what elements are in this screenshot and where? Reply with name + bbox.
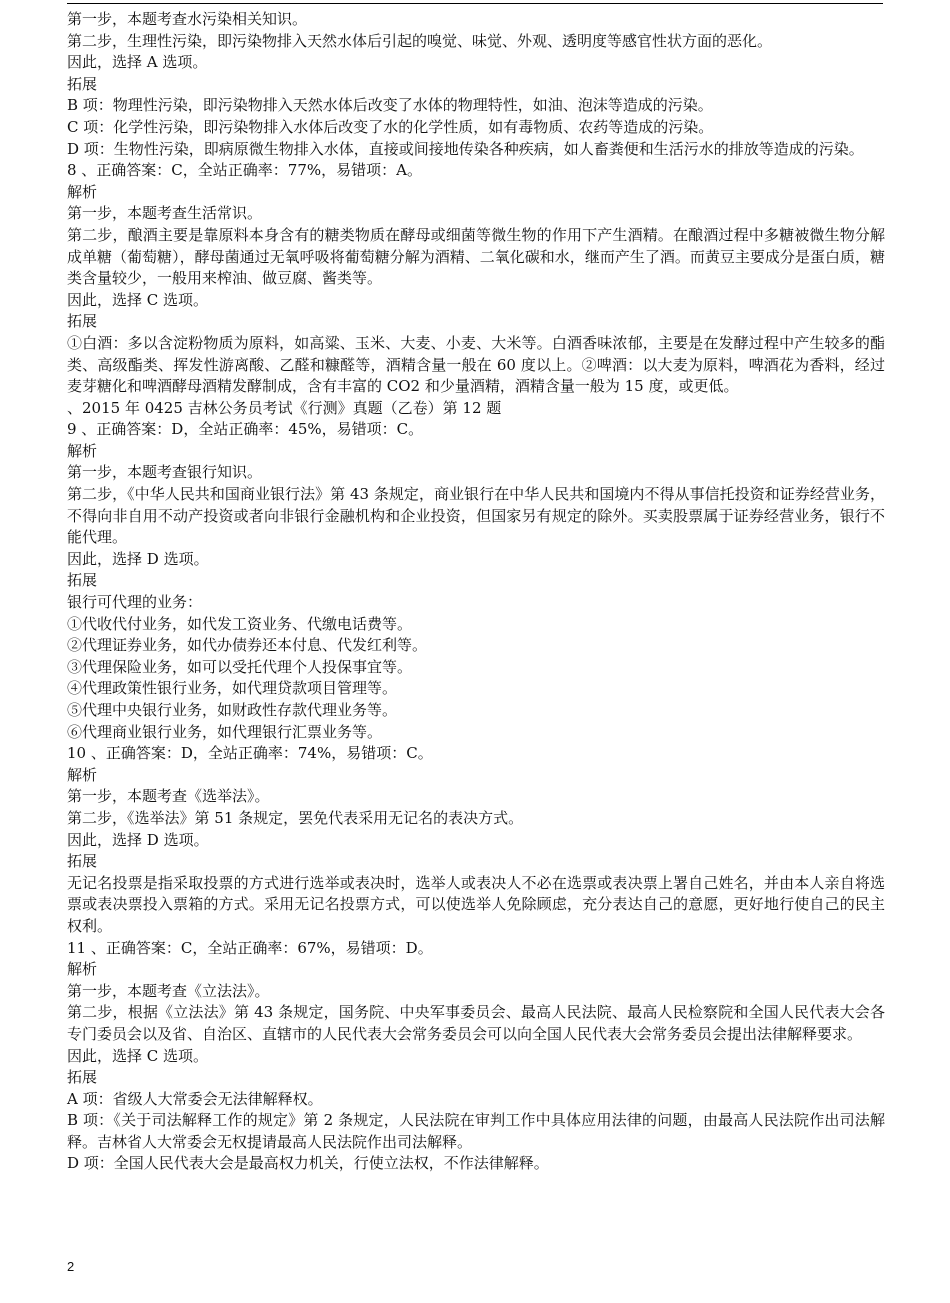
text-line: 第二步，酿酒主要是靠原料本身含有的糖类物质在酵母或细菌等微生物的作用下产生酒精。在酿酒过程中多糖被微生物分解成单糖（葡萄糖），酵母菌通过无氧呼吸将葡萄糖分解为酒精、二氧化碳和水，继而产生了酒。而黄豆主要成分是蛋白质，糖类含量较少，一般用来榨油、做豆腐、酱类等。 <box>67 225 885 288</box>
top-rule <box>67 3 883 4</box>
text-line: A 项：省级人大常委会无法律解释权。 <box>67 1089 323 1108</box>
text-line: 拓展 <box>67 852 98 871</box>
text-line: ④代理政策性银行业务，如代理贷款项目管理等。 <box>67 679 398 698</box>
text-line: 解析 <box>67 960 98 979</box>
text-line: 解析 <box>67 765 98 784</box>
text-line: 第一步，本题考查《选举法》。 <box>67 787 270 806</box>
text-line: 拓展 <box>67 1068 98 1087</box>
text-line: 第二步，生理性污染，即污染物排入天然水体后引起的嗅觉、味觉、外观、透明度等感官性状方面的恶化。 <box>67 31 773 50</box>
text-line: 因此，选择 C 选项。 <box>67 290 209 309</box>
text-line: 因此，选择 D 选项。 <box>67 549 209 568</box>
text-line: 解析 <box>67 441 98 460</box>
page-number: 2 <box>67 1259 75 1274</box>
text-line: 、2015 年 0425 吉林公务员考试《行测》真题（乙卷）第 12 题 <box>67 398 502 417</box>
text-line: 第一步，本题考查水污染相关知识。 <box>67 10 308 28</box>
text-line: B 项：《关于司法解释工作的规定》第 2 条规定，人民法院在审判工作中具体应用法律的问题，由最高人民法院作出司法解释。吉林省人大常委会无权提请最高人民法院作出司法解释。 <box>67 1111 885 1151</box>
document-body <box>67 9 885 1175</box>
text-line: ⑤代理中央银行业务，如财政性存款代理业务等。 <box>67 701 398 719</box>
text-line: ①代收代付业务，如代发工资业务、代缴电话费等。 <box>67 614 413 633</box>
text-line: 因此，选择 D 选项。 <box>67 830 209 849</box>
text-line: C 项：化学性污染，即污染物排入水体后改变了水的化学性质，如有毒物质、农药等造成的污染。 <box>67 117 714 136</box>
text-line: 11 、正确答案：C，全站正确率：67%，易错项：D。 <box>67 938 433 957</box>
text-line: 拓展 <box>67 571 98 590</box>
text-line: 第二步，《中华人民共和国商业银行法》第 43 条规定，商业银行在中华人民共和国境内不得从事信托投资和证券经营业务，不得向非自用不动产投资或者向非银行金融机构和企业投资，但国家另有规定的除外。买卖股票属于证券经营业务，银行不能代理。 <box>67 485 885 547</box>
text-line: 拓展 <box>67 312 98 331</box>
text-line: D 项：生物性污染，即病原微生物排入水体，直接或间接地传染各种疾病，如人畜粪便和生活污水的排放等造成的污染。 <box>67 139 864 158</box>
text-line: 因此，选择 C 选项。 <box>67 1046 209 1065</box>
text-line: 第一步，本题考查银行知识。 <box>67 463 263 482</box>
text-line: 解析 <box>67 182 98 201</box>
text-line: ①白酒：多以含淀粉物质为原料，如高粱、玉米、大麦、小麦、大米等。白酒香味浓郁，主要是在发酵过程中产生较多的酯类、高级酯类、挥发性游离酸、乙醛和糠醛等，酒精含量一般在 60 度以上。②啤酒：以大麦为原料，啤酒花为香料，经过麦芽糖化和啤酒酵母酒精发酵制成，含有丰富的 CO2 和少量酒精，酒精含量一般为 15 度，或更低。 <box>67 333 885 396</box>
text-line: 第一步，本题考查生活常识。 <box>67 204 263 223</box>
text-line: 无记名投票是指采取投票的方式进行选举或表决时，选举人或表决人不必在选票或表决票上署自己姓名，并由本人亲自将选票或表决票投入票箱的方式。采用无记名投票方式，可以使选举人免除顾虑，充分表达自己的意愿，更好地行使自己的民主权利。 <box>67 873 885 935</box>
text-line: 9 、正确答案：D，全站正确率：45%，易错项：C。 <box>67 420 424 439</box>
text-line: ②代理证券业务，如代办债券还本付息、代发红利等。 <box>67 636 428 655</box>
text-line: D 项：全国人民代表大会是最高权力机关，行使立法权，不作法律解释。 <box>67 1154 549 1173</box>
text-line: B 项：物理性污染，即污染物排入天然水体后改变了水体的物理特性，如油、泡沫等造成的污染。 <box>67 96 713 115</box>
text-line: 10 、正确答案：D，全站正确率：74%，易错项：C。 <box>67 744 433 763</box>
text-line: 拓展 <box>67 74 98 93</box>
text-line: ⑥代理商业银行业务，如代理银行汇票业务等。 <box>67 722 383 741</box>
text-line: 因此，选择 A 选项。 <box>67 53 208 72</box>
text-line: 银行可代理的业务： <box>67 593 203 612</box>
text-line: ③代理保险业务，如可以受托代理个人投保事宜等。 <box>67 657 413 676</box>
text-line: 第二步，根据《立法法》第 43 条规定，国务院、中央军事委员会、最高人民法院、最高人民检察院和全国人民代表大会各专门委员会以及省、自治区、直辖市的人民代表大会常务委员会可以向全国人民代表大会常务委员会提出法律解释要求。 <box>67 1003 885 1043</box>
text-line: 8 、正确答案：C，全站正确率：77%，易错项：A。 <box>67 161 422 180</box>
text-line: 第二步，《选举法》第 51 条规定，罢免代表采用无记名的表决方式。 <box>67 808 524 827</box>
text-line: 第一步，本题考查《立法法》。 <box>67 981 270 1000</box>
